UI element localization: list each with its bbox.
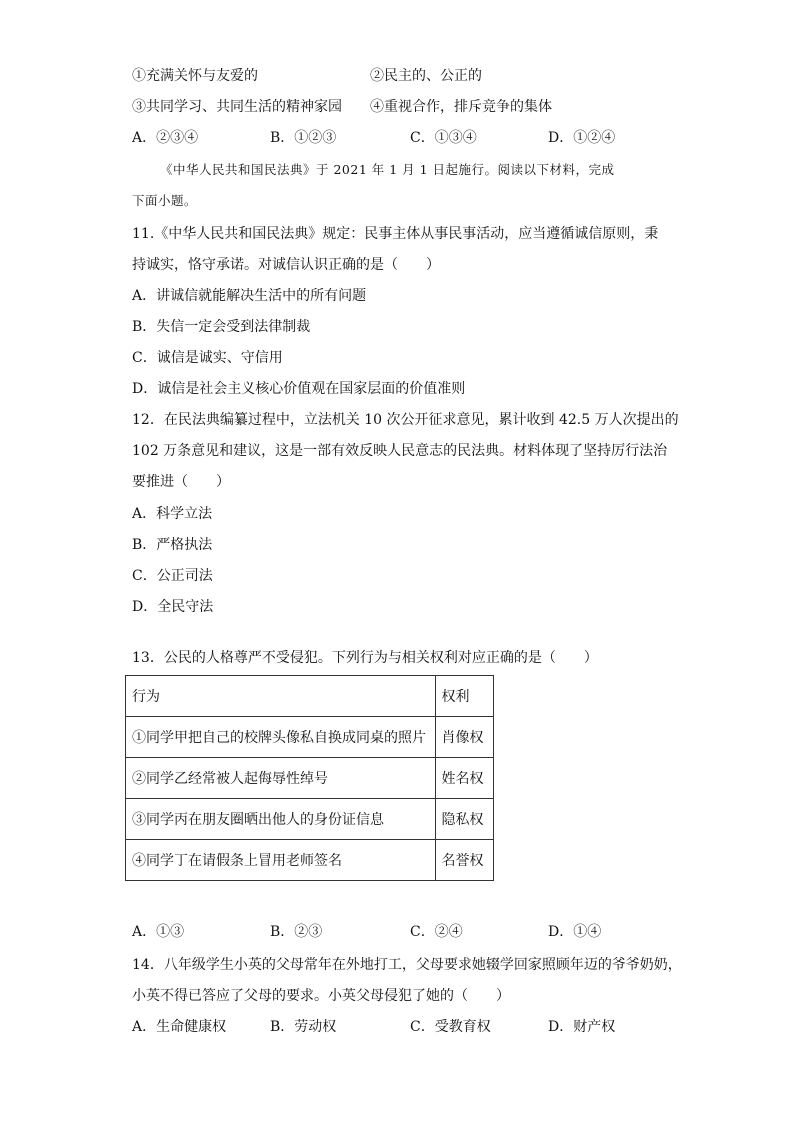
table-cell-behavior: ④同学丁在请假条上冒用老师签名 <box>126 840 436 881</box>
q12-option-c: C．公正司法 <box>132 568 213 584</box>
q11-option-c: C．诚信是诚实、守信用 <box>132 350 283 366</box>
rights-table <box>125 675 494 881</box>
q11-option-d: D．诚信是社会主义核心价值观在国家层面的价值准则 <box>132 381 466 397</box>
material-intro-line-1: 《中华人民共和国民法典》于 2021 年 1 月 1 日起施行。阅读以下材料，完成 <box>160 162 615 177</box>
q13-option-c: C．②④ <box>410 924 463 940</box>
q12-stem-line-3: 要推进（ ） <box>132 474 230 490</box>
q10-option-c: C．①③④ <box>410 130 477 146</box>
q10-option-d: D．①②④ <box>548 130 616 146</box>
q12-stem-line-2: 102 万条意见和建议，这是一部有效反映人民意志的民法典。材料体现了坚持厉行法治 <box>132 443 668 459</box>
q12-option-d: D．全民守法 <box>132 599 214 615</box>
q11-stem-line-2: 持诚实，恪守承诺。对诚信认识正确的是（ ） <box>132 257 440 273</box>
table-cell-right: 姓名权 <box>435 758 493 799</box>
q14-option-a: A．生命健康权 <box>132 1019 227 1035</box>
material-intro-line-2: 下面小题。 <box>132 193 198 208</box>
q10-option-a: A．②③④ <box>132 130 199 146</box>
table-row <box>126 717 494 758</box>
table-cell-behavior: ①同学甲把自己的校牌头像私自换成同桌的照片 <box>126 717 436 758</box>
q11-stem-line-1: 11.《中华人民共和国民法典》规定：民事主体从事民事活动，应当遵循诚信原则，秉 <box>132 226 659 242</box>
table-cell-behavior: ③同学丙在朋友圈晒出他人的身份证信息 <box>126 799 436 840</box>
q10-statement-1: ①充满关怀与友爱的 <box>132 68 258 84</box>
table-header-row <box>126 676 494 717</box>
q10-option-b: B．①②③ <box>270 130 337 146</box>
q13-option-a: A．①③ <box>132 924 185 940</box>
q12-option-a: A．科学立法 <box>132 506 213 522</box>
table-row <box>126 840 494 881</box>
q11-option-a: A．讲诚信就能解决生活中的所有问题 <box>132 288 367 304</box>
q10-statement-4: ④重视合作，排斥竞争的集体 <box>370 99 552 115</box>
table-header-behavior: 行为 <box>126 676 436 717</box>
table-cell-right: 隐私权 <box>435 799 493 840</box>
q13-option-b: B．②③ <box>270 924 323 940</box>
q14-option-d: D．财产权 <box>548 1019 616 1035</box>
table-cell-right: 名誉权 <box>435 840 493 881</box>
table-row <box>126 799 494 840</box>
q14-option-c: C．受教育权 <box>410 1019 491 1035</box>
q12-option-b: B．严格执法 <box>132 537 213 553</box>
q14-stem-line-1: 14．八年级学生小英的父母常年在外地打工，父母要求她辍学回家照顾年迈的爷爷奶奶， <box>132 957 682 973</box>
q11-option-b: B．失信一定会受到法律制裁 <box>132 319 311 335</box>
q14-stem-line-2: 小英不得已答应了父母的要求。小英父母侵犯了她的（ ） <box>132 988 510 1004</box>
q12-stem-line-1: 12．在民法典编纂过程中，立法机关 10 次公开征求意见，累计收到 42.5 万人次提出的 <box>132 412 679 428</box>
table-header-right: 权利 <box>435 676 493 717</box>
table-cell-right: 肖像权 <box>435 717 493 758</box>
q13-stem: 13．公民的人格尊严不受侵犯。下列行为与相关权利对应正确的是（ ） <box>132 650 598 666</box>
q14-option-b: B．劳动权 <box>270 1019 337 1035</box>
table-row <box>126 758 494 799</box>
q13-option-d: D．①④ <box>548 924 602 940</box>
q10-statement-3: ③共同学习、共同生活的精神家园 <box>132 99 342 115</box>
table-cell-behavior: ②同学乙经常被人起侮辱性绰号 <box>126 758 436 799</box>
q10-statement-2: ②民主的、公正的 <box>370 68 482 84</box>
